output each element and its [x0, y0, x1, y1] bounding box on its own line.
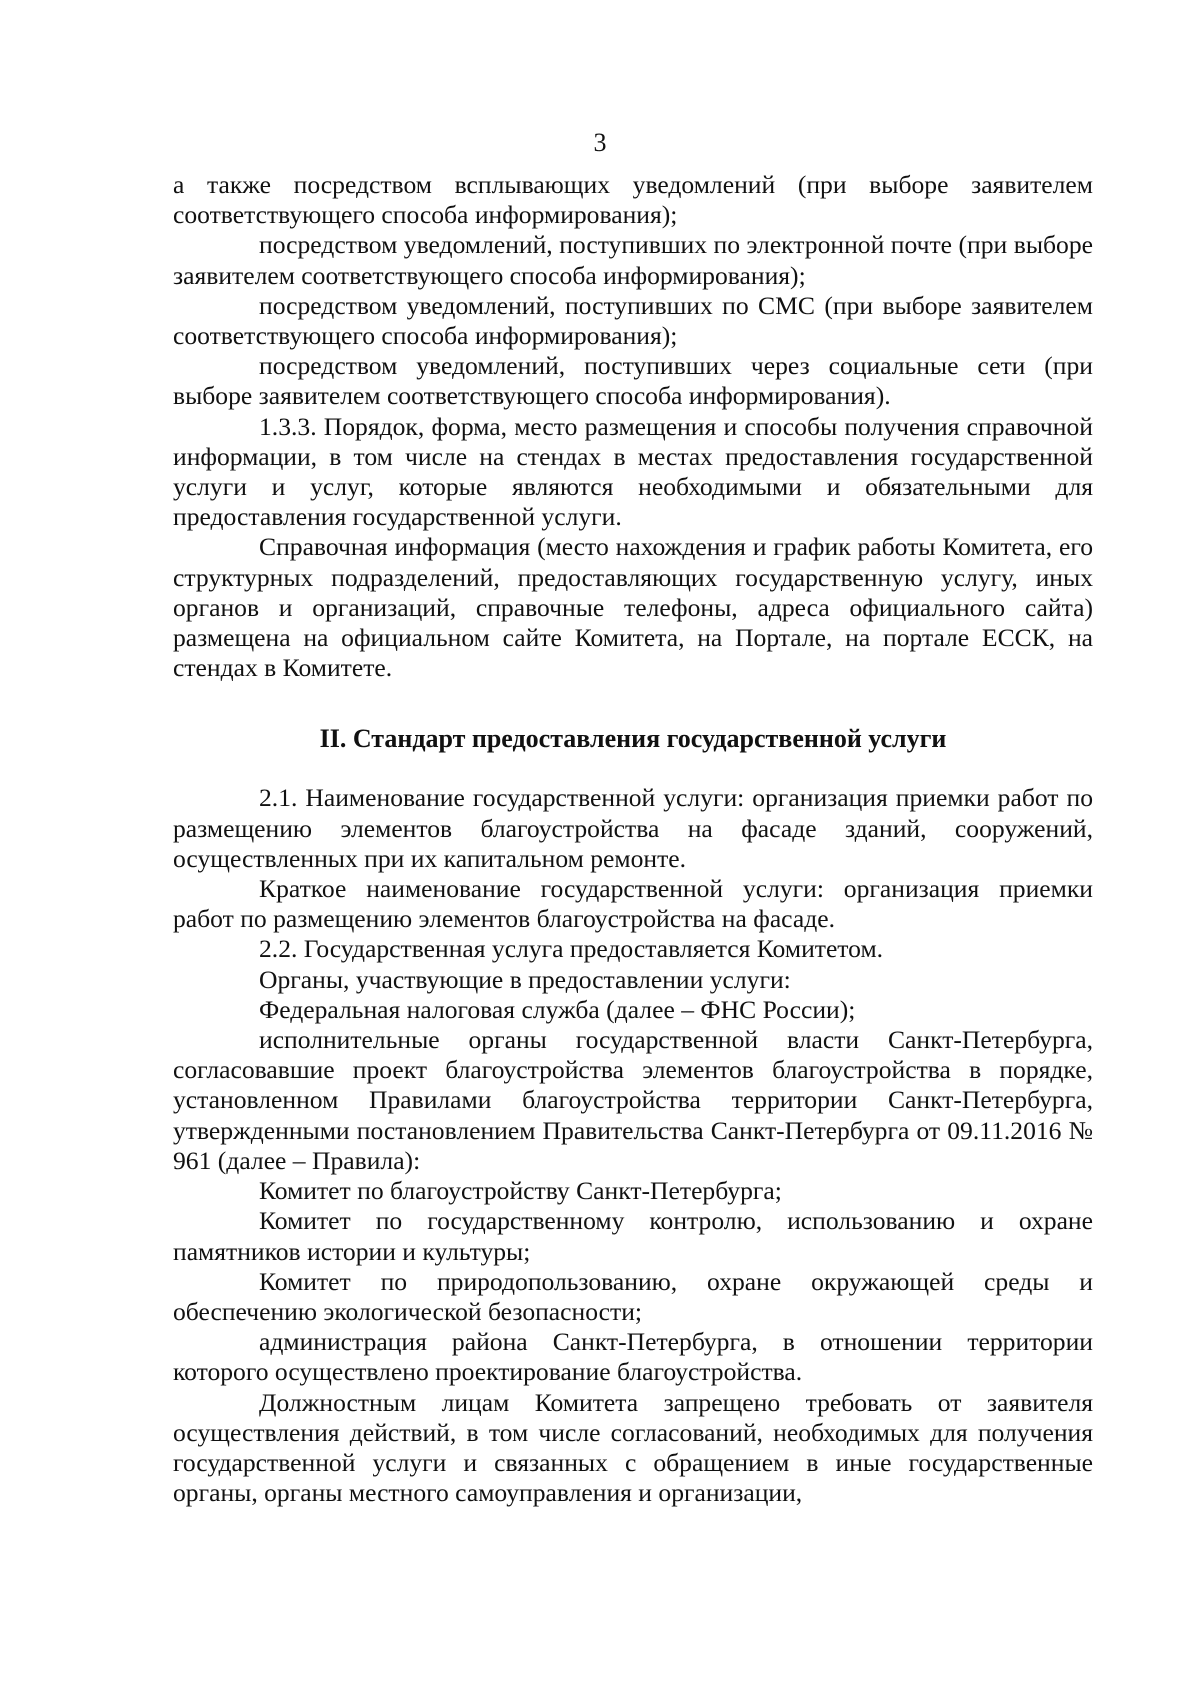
paragraph-popup-notifications: а также посредством всплывающих уведомлений (при выборе заявителем соответствующего способа информирования);	[173, 170, 1093, 230]
paragraph-reference-info: Справочная информация (место нахождения и график работы Комитета, его структурных подразделений, предоставляющих государственную услугу, иных органов и организаций, справочные телефоны, адреса официального сайта) размещена на официальном сайте Комитета, на Портале, на портале ЕССК, на стендах в Комитете.	[173, 532, 1093, 683]
paragraph-committee-heritage: Комитет по государственному контролю, использованию и охране памятников истории и культуры;	[173, 1206, 1093, 1266]
paragraph-sms-notifications: посредством уведомлений, поступивших по СМС (при выборе заявителем соответствующего способа информирования);	[173, 290, 1093, 351]
paragraph-social-notifications: посредством уведомлений, поступивших через социальные сети (при выборе заявителем соответствующего способа информирования).	[173, 351, 1093, 411]
paragraph-committee-nature: Комитет по природопользованию, охране окружающей среды и обеспечению экологической безопасности;	[173, 1266, 1093, 1326]
paragraph-email-notifications: посредством уведомлений, поступивших по электронной почте (при выборе заявителем соответствующего способа информирования);	[173, 230, 1093, 290]
paragraph-1-3-3: 1.3.3. Порядок, форма, место размещения и способы получения справочной информации, в том числе на стендах в местах предоставления государственной услуги и услуг, которые являются необходимыми и обязательными для предоставления государственной услуги.	[173, 411, 1093, 532]
paragraph-participating-bodies: Органы, участвующие в предоставлении услуги:	[259, 964, 791, 994]
document-body	[173, 170, 1093, 1508]
paragraph-short-name: Краткое наименование государственной услуги: организация приемки работ по размещению элементов благоустройства на фасаде.	[173, 874, 1093, 934]
section-heading: II. Стандарт предоставления государственной услуги	[319, 724, 947, 754]
paragraph-district-administration: администрация района Санкт-Петербурга, в отношении территории которого осуществлено проектирование благоустройства.	[173, 1327, 1093, 1387]
paragraph-committee-improvement: Комитет по благоустройству Санкт-Петербурга;	[259, 1176, 782, 1206]
paragraph-officials-prohibition: Должностным лицам Комитета запрещено требовать от заявителя осуществления действий, в том числе согласований, необходимых для получения государственной услуги и связанных с обращением в иные государственные органы, органы местного самоуправления и организации,	[173, 1387, 1093, 1508]
paragraph-executive-bodies: исполнительные органы государственной власти Санкт-Петербурга, согласовавшие проект благоустройства элементов благоустройства в порядке, установленном Правилами благоустройства территории Санкт-Петербурга, утвержденными постановлением Правительства Санкт-Петербурга от 09.11.2016 № 961 (далее – Правила):	[173, 1025, 1093, 1175]
page-number: 3	[593, 128, 607, 157]
paragraph-2-2: 2.2. Государственная услуга предоставляется Комитетом.	[259, 934, 884, 964]
paragraph-fns: Федеральная налоговая служба (далее – ФНС России);	[259, 994, 856, 1024]
paragraph-2-1: 2.1. Наименование государственной услуги: организация приемки работ по размещению элементов благоустройства на фасаде зданий, сооружений, осуществленных при их капитальном ремонте.	[173, 783, 1093, 873]
